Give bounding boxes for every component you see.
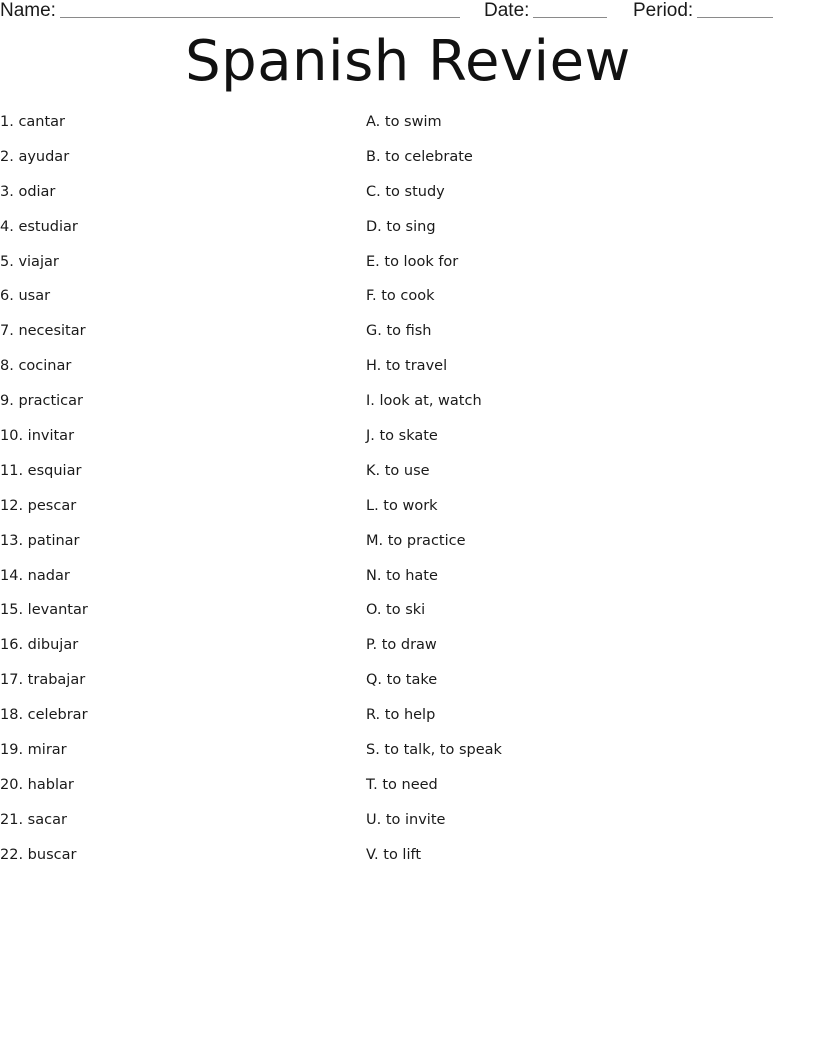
spanish-term: 10. invitar xyxy=(0,428,75,445)
spanish-term: 4. estudiar xyxy=(0,218,78,235)
english-definition: M. to practice xyxy=(366,532,466,549)
spanish-term: 3. odiar xyxy=(0,183,56,200)
spanish-term: 13. patinar xyxy=(0,532,80,549)
spanish-term: 20. hablar xyxy=(0,776,74,793)
spanish-term: 19. mirar xyxy=(0,742,67,759)
spanish-term: 11. esquiar xyxy=(0,462,82,479)
spanish-term: 1. cantar xyxy=(0,114,66,130)
english-definition: D. to sing xyxy=(366,218,436,235)
name-blank-line xyxy=(60,0,460,18)
spanish-term: 5. viajar xyxy=(0,253,59,270)
name-field xyxy=(0,0,460,22)
period-blank-line xyxy=(697,0,773,18)
english-definition: O. to ski xyxy=(366,602,426,619)
spanish-term: 12. pescar xyxy=(0,497,77,514)
english-definition: J. to skate xyxy=(366,428,438,445)
spanish-term: 8. cocinar xyxy=(0,358,72,375)
spanish-term: 2. ayudar xyxy=(0,148,70,165)
date-field xyxy=(484,0,607,22)
period-field xyxy=(633,0,773,22)
name-label: Name: xyxy=(0,0,56,21)
english-definition: A. to swim xyxy=(366,114,442,130)
period-label: Period: xyxy=(633,0,694,21)
english-definition: V. to lift xyxy=(366,846,422,863)
spanish-term: 9. practicar xyxy=(0,393,83,410)
spanish-terms-list xyxy=(0,112,340,880)
spanish-term: 15. levantar xyxy=(0,602,88,619)
spanish-term: 14. nadar xyxy=(0,567,70,584)
english-definition: L. to work xyxy=(366,497,438,514)
spanish-term: 16. dibujar xyxy=(0,637,79,654)
spanish-term: 6. usar xyxy=(0,288,51,305)
english-definition: U. to invite xyxy=(366,811,446,828)
english-definition: S. to talk, to speak xyxy=(366,742,502,759)
english-definition: F. to cook xyxy=(366,288,435,305)
page-title: Spanish Review xyxy=(185,29,631,94)
date-label: Date: xyxy=(484,0,530,21)
english-definition: N. to hate xyxy=(366,567,438,584)
spanish-term: 21. sacar xyxy=(0,811,67,828)
worksheet-header xyxy=(0,0,816,22)
date-blank-line xyxy=(533,0,607,18)
spanish-term: 22. buscar xyxy=(0,846,77,863)
english-definition: B. to celebrate xyxy=(366,148,473,165)
english-definition: H. to travel xyxy=(366,358,448,375)
english-definition: Q. to take xyxy=(366,672,438,689)
spanish-term: 18. celebrar xyxy=(0,707,88,724)
spanish-term: 7. necesitar xyxy=(0,323,86,340)
english-definition: K. to use xyxy=(366,462,430,479)
spanish-term: 17. trabajar xyxy=(0,672,86,689)
english-definition: G. to fish xyxy=(366,323,432,340)
english-definition: R. to help xyxy=(366,707,436,724)
english-definition: C. to study xyxy=(366,183,445,200)
english-definition: T. to need xyxy=(366,776,438,793)
english-definition: E. to look for xyxy=(366,253,459,270)
english-definition: I. look at, watch xyxy=(366,393,482,410)
english-definitions-list xyxy=(366,112,806,880)
english-definition: P. to draw xyxy=(366,637,437,654)
